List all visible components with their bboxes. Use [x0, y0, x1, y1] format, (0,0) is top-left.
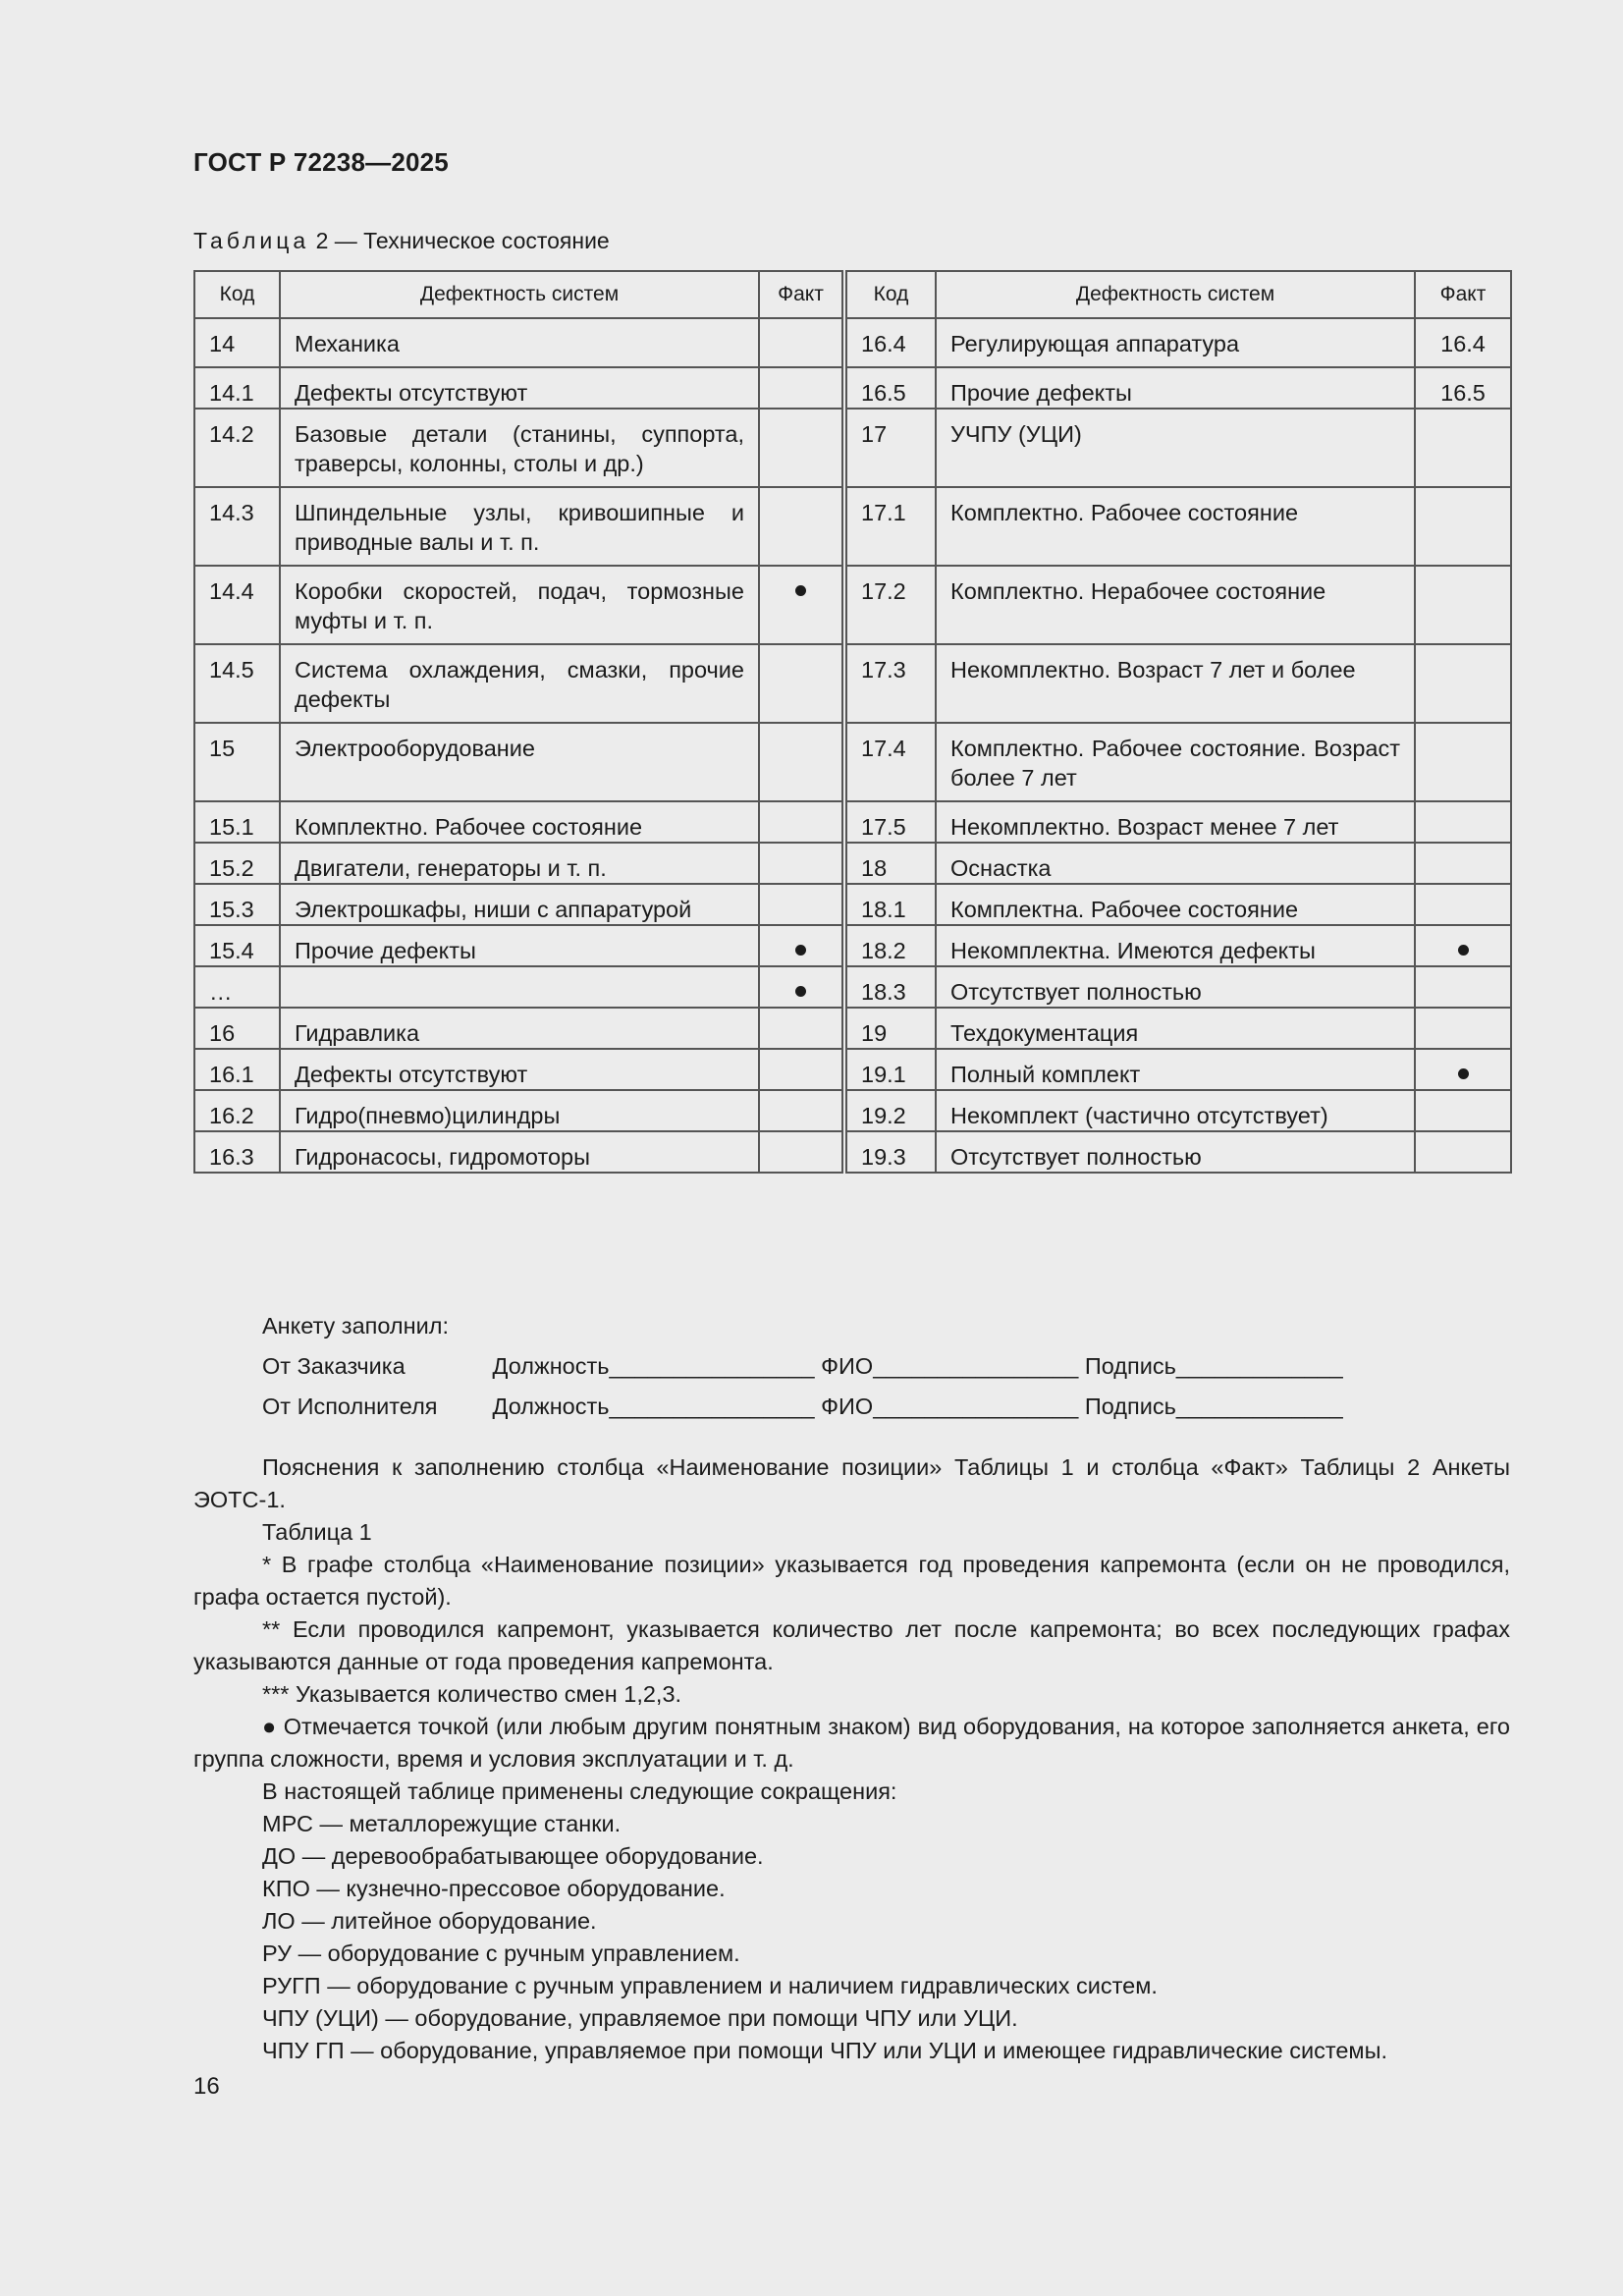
code-cell-left: 16.2 [194, 1090, 280, 1131]
defect-cell-left: Коробки скоростей, подач, тормозные муфты и т. п. [280, 566, 759, 644]
defect-cell-left: Гидравлика [280, 1008, 759, 1049]
fact-cell-left[interactable] [759, 318, 844, 367]
table-row [194, 801, 1511, 843]
defect-cell-left: Базовые детали (станины, суппорта, траверсы, колонны, столы и др.) [280, 409, 759, 487]
abbreviation-item: ЧПУ (УЦИ) — оборудование, управляемое при помощи ЧПУ или УЦИ. [262, 2005, 1018, 2031]
abbreviation-item: ЧПУ ГП — оборудование, управляемое при помощи ЧПУ или УЦИ и имеющее гидравлические системы. [262, 2038, 1388, 2063]
table-body [194, 318, 1511, 1173]
defect-cell-right: Комплектна. Рабочее состояние [936, 884, 1415, 925]
signoff-customer-label: От Заказчика [262, 1353, 406, 1379]
fact-cell-left[interactable] [759, 723, 844, 801]
code-cell-left: 15.2 [194, 843, 280, 884]
fact-cell-right[interactable] [1415, 644, 1511, 723]
fact-cell-left[interactable] [759, 367, 844, 409]
code-cell-left: 15.3 [194, 884, 280, 925]
defect-cell-left: Двигатели, генераторы и т. п. [280, 843, 759, 884]
code-cell-right: 17.2 [844, 566, 936, 644]
page-number: 16 [193, 2073, 220, 2100]
defect-cell-left: Электрошкафы, ниши с аппаратурой [280, 884, 759, 925]
defect-cell-right: Полный комплект [936, 1049, 1415, 1090]
header-code-left: Код [194, 271, 280, 318]
header-fact-right: Факт [1415, 271, 1511, 318]
fact-cell-right[interactable] [1415, 884, 1511, 925]
bullet-mark-icon [795, 585, 806, 596]
code-cell-left: 15.1 [194, 801, 280, 843]
signoff-contractor-line [262, 1387, 1343, 1427]
defect-cell-right: Некомплектно. Возраст 7 лет и более [936, 644, 1415, 723]
code-cell-left: … [194, 966, 280, 1008]
code-cell-right: 16.5 [844, 367, 936, 409]
signoff-block [262, 1306, 1343, 1427]
defect-cell-left: Дефекты отсутствуют [280, 367, 759, 409]
code-cell-right: 19.3 [844, 1131, 936, 1173]
code-cell-left: 14 [194, 318, 280, 367]
fact-cell-left[interactable] [759, 843, 844, 884]
customer-name-field[interactable]: ФИО________________ [821, 1353, 1079, 1379]
defect-cell-right: Оснастка [936, 843, 1415, 884]
table-row [194, 966, 1511, 1008]
abbreviation-item: РУГП — оборудование с ручным управлением и наличием гидравлических систем. [262, 1973, 1158, 1998]
table-row [194, 925, 1511, 966]
defect-cell-right: Прочие дефекты [936, 367, 1415, 409]
code-cell-left: 16 [194, 1008, 280, 1049]
fact-cell-right[interactable] [1415, 723, 1511, 801]
fact-cell-left[interactable] [759, 884, 844, 925]
defect-cell-right: Комплектно. Нерабочее состояние [936, 566, 1415, 644]
code-cell-right: 17.3 [844, 644, 936, 723]
technical-condition-table [193, 270, 1512, 1174]
document-number: ГОСТ Р 72238—2025 [193, 147, 449, 177]
header-defect-left: Дефектность систем [280, 271, 759, 318]
defect-cell-right: Регулирующая аппаратура [936, 318, 1415, 367]
fact-cell-right[interactable] [1415, 801, 1511, 843]
table-row [194, 1049, 1511, 1090]
abbreviation-item: ЛО — литейное оборудование. [262, 1908, 597, 1934]
contractor-signature-field[interactable]: Подпись_____________ [1084, 1394, 1343, 1419]
code-cell-right: 18 [844, 843, 936, 884]
fact-cell-right[interactable] [1415, 487, 1511, 566]
code-cell-right: 17.1 [844, 487, 936, 566]
note-paragraph: ** Если проводился капремонт, указывается количество лет после капремонта; во всех последующих графах указываются данные от года проведения капремонта. [193, 1616, 1510, 1674]
defect-cell-left: Гидро(пневмо)цилиндры [280, 1090, 759, 1131]
defect-cell-right: Комплектно. Рабочее состояние. Возраст более 7 лет [936, 723, 1415, 801]
note-paragraph: * В графе столбца «Наименование позиции» указывается год проведения капремонта (если он не проводился, графа остается пустой). [193, 1552, 1510, 1610]
contractor-position-field[interactable]: Должность________________ [492, 1394, 815, 1419]
defect-cell-left: Прочие дефекты [280, 925, 759, 966]
code-cell-left: 14.4 [194, 566, 280, 644]
table-caption-prefix: Таблица [193, 228, 310, 253]
code-cell-right: 19.2 [844, 1090, 936, 1131]
bullet-mark-icon [1458, 1068, 1469, 1079]
customer-signature-field[interactable]: Подпись_____________ [1084, 1353, 1343, 1379]
header-defect-right: Дефектность систем [936, 271, 1415, 318]
fact-cell-left[interactable] [759, 1090, 844, 1131]
code-cell-right: 18.1 [844, 884, 936, 925]
code-cell-left: 15 [194, 723, 280, 801]
defect-cell-left: Дефекты отсутствуют [280, 1049, 759, 1090]
code-cell-right: 18.2 [844, 925, 936, 966]
defect-cell-left [280, 966, 759, 1008]
fact-cell-right[interactable]: 16.5 [1415, 367, 1511, 409]
fact-cell-right[interactable]: 16.4 [1415, 318, 1511, 367]
note-paragraph: ● Отмечается точкой (или любым другим понятным знаком) вид оборудования, на которое заполняется анкета, его группа сложности, время и условия эксплуатации и т. д. [193, 1714, 1510, 1772]
code-cell-right: 19.1 [844, 1049, 936, 1090]
abbreviation-item: РУ — оборудование с ручным управлением. [262, 1941, 740, 1966]
fact-cell-left[interactable] [759, 487, 844, 566]
code-cell-left: 16.3 [194, 1131, 280, 1173]
table-header-row [194, 271, 1511, 318]
fact-cell-left[interactable] [759, 925, 844, 966]
header-fact-left: Факт [759, 271, 844, 318]
fact-cell-left[interactable] [759, 1008, 844, 1049]
code-cell-right: 17 [844, 409, 936, 487]
defect-cell-left: Комплектно. Рабочее состояние [280, 801, 759, 843]
table-row [194, 843, 1511, 884]
fact-cell-left[interactable] [759, 1131, 844, 1173]
defect-cell-left: Электрооборудование [280, 723, 759, 801]
fact-cell-right[interactable] [1415, 1131, 1511, 1173]
bullet-mark-icon [1458, 945, 1469, 956]
code-cell-right: 16.4 [844, 318, 936, 367]
table-row [194, 409, 1511, 487]
fact-cell-right[interactable] [1415, 566, 1511, 644]
note-paragraph: Пояснения к заполнению столбца «Наименование позиции» Таблицы 1 и столбца «Факт» Таблицы 2 Анкеты ЭОТС-1. [193, 1454, 1510, 1512]
contractor-name-field[interactable]: ФИО________________ [821, 1394, 1079, 1419]
code-cell-right: 19 [844, 1008, 936, 1049]
code-cell-left: 14.1 [194, 367, 280, 409]
code-cell-left: 14.2 [194, 409, 280, 487]
table-caption-title: 2 — Техническое состояние [309, 228, 610, 253]
code-cell-left: 14.5 [194, 644, 280, 723]
signoff-customer-line [262, 1346, 1343, 1387]
table-row [194, 566, 1511, 644]
table-row [194, 884, 1511, 925]
fact-cell-right[interactable] [1415, 1049, 1511, 1090]
fact-cell-left[interactable] [759, 801, 844, 843]
defect-cell-left: Механика [280, 318, 759, 367]
code-cell-right: 17.5 [844, 801, 936, 843]
fact-cell-left[interactable] [759, 966, 844, 1008]
table-row [194, 1131, 1511, 1173]
defect-cell-right: Некомплект (частично отсутствует) [936, 1090, 1415, 1131]
fact-cell-left[interactable] [759, 644, 844, 723]
fact-cell-left[interactable] [759, 409, 844, 487]
header-code-right: Код [844, 271, 936, 318]
fact-cell-right[interactable] [1415, 409, 1511, 487]
note-paragraph: В настоящей таблице применены следующие сокращения: [262, 1778, 897, 1804]
abbreviation-item: КПО — кузнечно-прессовое оборудование. [262, 1876, 726, 1901]
bullet-mark-icon [795, 986, 806, 997]
table-row [194, 318, 1511, 367]
defect-cell-right: Комплектно. Рабочее состояние [936, 487, 1415, 566]
abbreviation-item: МРС — металлорежущие станки. [262, 1811, 622, 1836]
defect-cell-right: Отсутствует полностью [936, 966, 1415, 1008]
abbreviation-item: ДО — деревообрабатывающее оборудование. [262, 1843, 764, 1869]
table-row [194, 487, 1511, 566]
defect-cell-right: Техдокументация [936, 1008, 1415, 1049]
fact-cell-right[interactable] [1415, 925, 1511, 966]
defect-cell-right: Некомплектна. Имеются дефекты [936, 925, 1415, 966]
code-cell-left: 15.4 [194, 925, 280, 966]
defect-cell-left: Шпиндельные узлы, кривошипные и приводные валы и т. п. [280, 487, 759, 566]
signoff-title: Анкету заполнил: [262, 1313, 449, 1339]
table-row [194, 1090, 1511, 1131]
fact-cell-left[interactable] [759, 566, 844, 644]
table-row [194, 1008, 1511, 1049]
fact-cell-right[interactable] [1415, 1090, 1511, 1131]
fact-cell-right[interactable] [1415, 1008, 1511, 1049]
explanatory-notes [193, 1451, 1510, 2067]
code-cell-right: 17.4 [844, 723, 936, 801]
defect-cell-left: Гидронасосы, гидромоторы [280, 1131, 759, 1173]
code-cell-right: 18.3 [844, 966, 936, 1008]
code-cell-left: 14.3 [194, 487, 280, 566]
customer-position-field[interactable]: Должность________________ [492, 1353, 815, 1379]
fact-cell-left[interactable] [759, 1049, 844, 1090]
note-paragraph: Таблица 1 [262, 1519, 372, 1545]
table-row [194, 723, 1511, 801]
code-cell-left: 16.1 [194, 1049, 280, 1090]
defect-cell-left: Система охлаждения, смазки, прочие дефекты [280, 644, 759, 723]
note-paragraph: *** Указывается количество смен 1,2,3. [262, 1681, 682, 1707]
fact-cell-right[interactable] [1415, 843, 1511, 884]
fact-cell-right[interactable] [1415, 966, 1511, 1008]
defect-cell-right: Отсутствует полностью [936, 1131, 1415, 1173]
bullet-mark-icon [795, 945, 806, 956]
table-row [194, 644, 1511, 723]
defect-cell-right: Некомплектно. Возраст менее 7 лет [936, 801, 1415, 843]
table-caption [193, 228, 610, 254]
signoff-contractor-label: От Исполнителя [262, 1394, 438, 1419]
defect-cell-right: УЧПУ (УЦИ) [936, 409, 1415, 487]
table-row [194, 367, 1511, 409]
